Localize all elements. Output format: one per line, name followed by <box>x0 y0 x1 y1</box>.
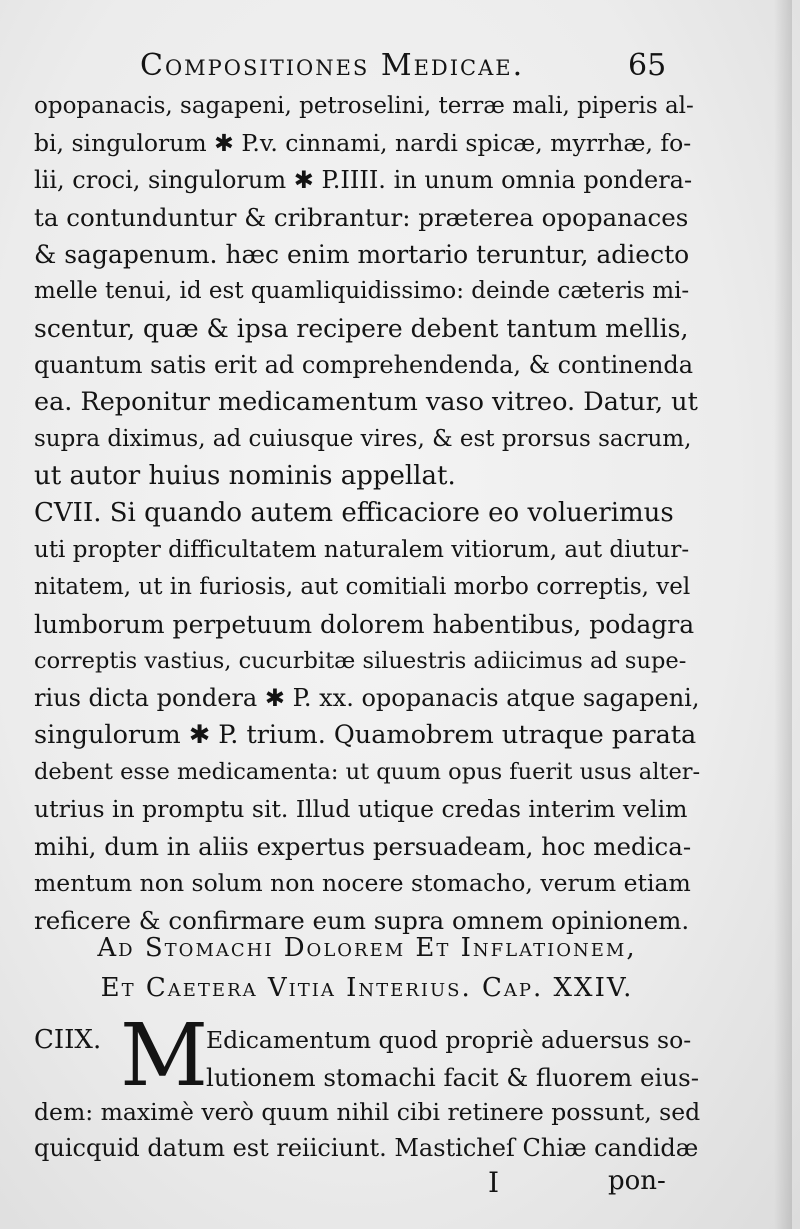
signature-mark: I <box>488 1166 500 1199</box>
chapter-heading-line-1: Ad Stomachi Dolorem Et Inflationem, <box>97 933 637 963</box>
text-line: mihi, dum in aliis expertus persuadeam, hoc medica- <box>34 832 692 861</box>
text-line: lutionem stomachi facit & fluorem eius- <box>206 1063 700 1092</box>
text-line: reficere & confirmare eum supra omnem opinionem. <box>34 906 690 935</box>
text-line: correptis vastius, cucurbitæ siluestris adiicimus ad supe- <box>34 648 687 674</box>
text-line: supra diximus, ad cuiusque vires, & est prorsus sacrum, <box>34 426 692 452</box>
text-line: scentur, quæ & ipsa recipere debent tantum mellis, <box>34 314 689 343</box>
text-line: quantum satis erit ad comprehendenda, & continenda <box>34 351 694 379</box>
text-line: ea. Reponitur medicamentum vaso vitreo. Datur, ut <box>34 387 698 417</box>
text-line: uti propter difficultatem naturalem vitiorum, aut diutur- <box>34 537 690 563</box>
chapter-heading-line-2: Et Caetera Vitia Interius. Cap. XXIV. <box>100 973 634 1003</box>
text-line: lii, croci, singulorum ✱ P.IIII. in unum omnia pondera- <box>34 166 693 194</box>
text-line: rius dicta pondera ✱ P. xx. opopanacis atque sagapeni, <box>34 684 700 712</box>
text-line: singulorum ✱ P. trium. Quamobrem utraque parata <box>34 720 697 750</box>
text-line: utrius in promptu sit. Illud utique credas interim velim <box>34 795 688 823</box>
text-line: mentum non solum non nocere stomacho, verum etiam <box>34 869 691 897</box>
text-line: debent esse medicamenta: ut quum opus fuerit usus alter- <box>34 759 700 785</box>
text-line: quicquid datum est reiiciunt. Masticheſ Chiæ candidæ <box>34 1134 699 1162</box>
text-line: opopanacis, sagapeni, petroselini, terræ mali, piperis al- <box>34 93 694 119</box>
section-number: CIIX. <box>34 1025 102 1055</box>
drop-cap: M <box>120 1006 209 1106</box>
text-line: ta contunduntur & cribrantur: præterea opopanaces <box>34 203 689 232</box>
body-text <box>34 88 700 939</box>
page-header <box>0 48 800 88</box>
chapter-heading <box>34 928 700 1008</box>
chapter-opening <box>34 1006 700 1166</box>
text-line: lumborum perpetuum dolorem habentibus, podagra <box>34 610 695 639</box>
page-number: 65 <box>628 48 667 83</box>
text-line: CVII. Si quando autem efficaciore eo voluerimus <box>34 498 674 528</box>
chapter-first-row <box>34 1006 700 1106</box>
text-line: melle tenui, id est quamliquidissimo: deinde cæteris mi- <box>34 278 690 304</box>
text-line: nitatem, ut in furiosis, aut comitiali morbo correptis, vel <box>34 574 691 600</box>
running-head: Compositiones Medicae. <box>140 48 525 83</box>
text-line: dem: maximè verò quum nihil cibi retinere possunt, sed <box>34 1098 700 1126</box>
page-footer <box>0 1166 800 1206</box>
text-line: Edicamentum quod propriè aduersus so- <box>206 1026 692 1054</box>
text-line: bi, singulorum ✱ P.v. cinnami, nardi spicæ, myrrhæ, fo- <box>34 129 692 157</box>
page-edge-shadow <box>774 0 792 1229</box>
text-line: ut autor huius nominis appellat. <box>34 461 456 491</box>
catchword: pon- <box>608 1166 666 1196</box>
text-line: & sagapenum. hæc enim mortario teruntur, adiecto <box>34 240 690 269</box>
